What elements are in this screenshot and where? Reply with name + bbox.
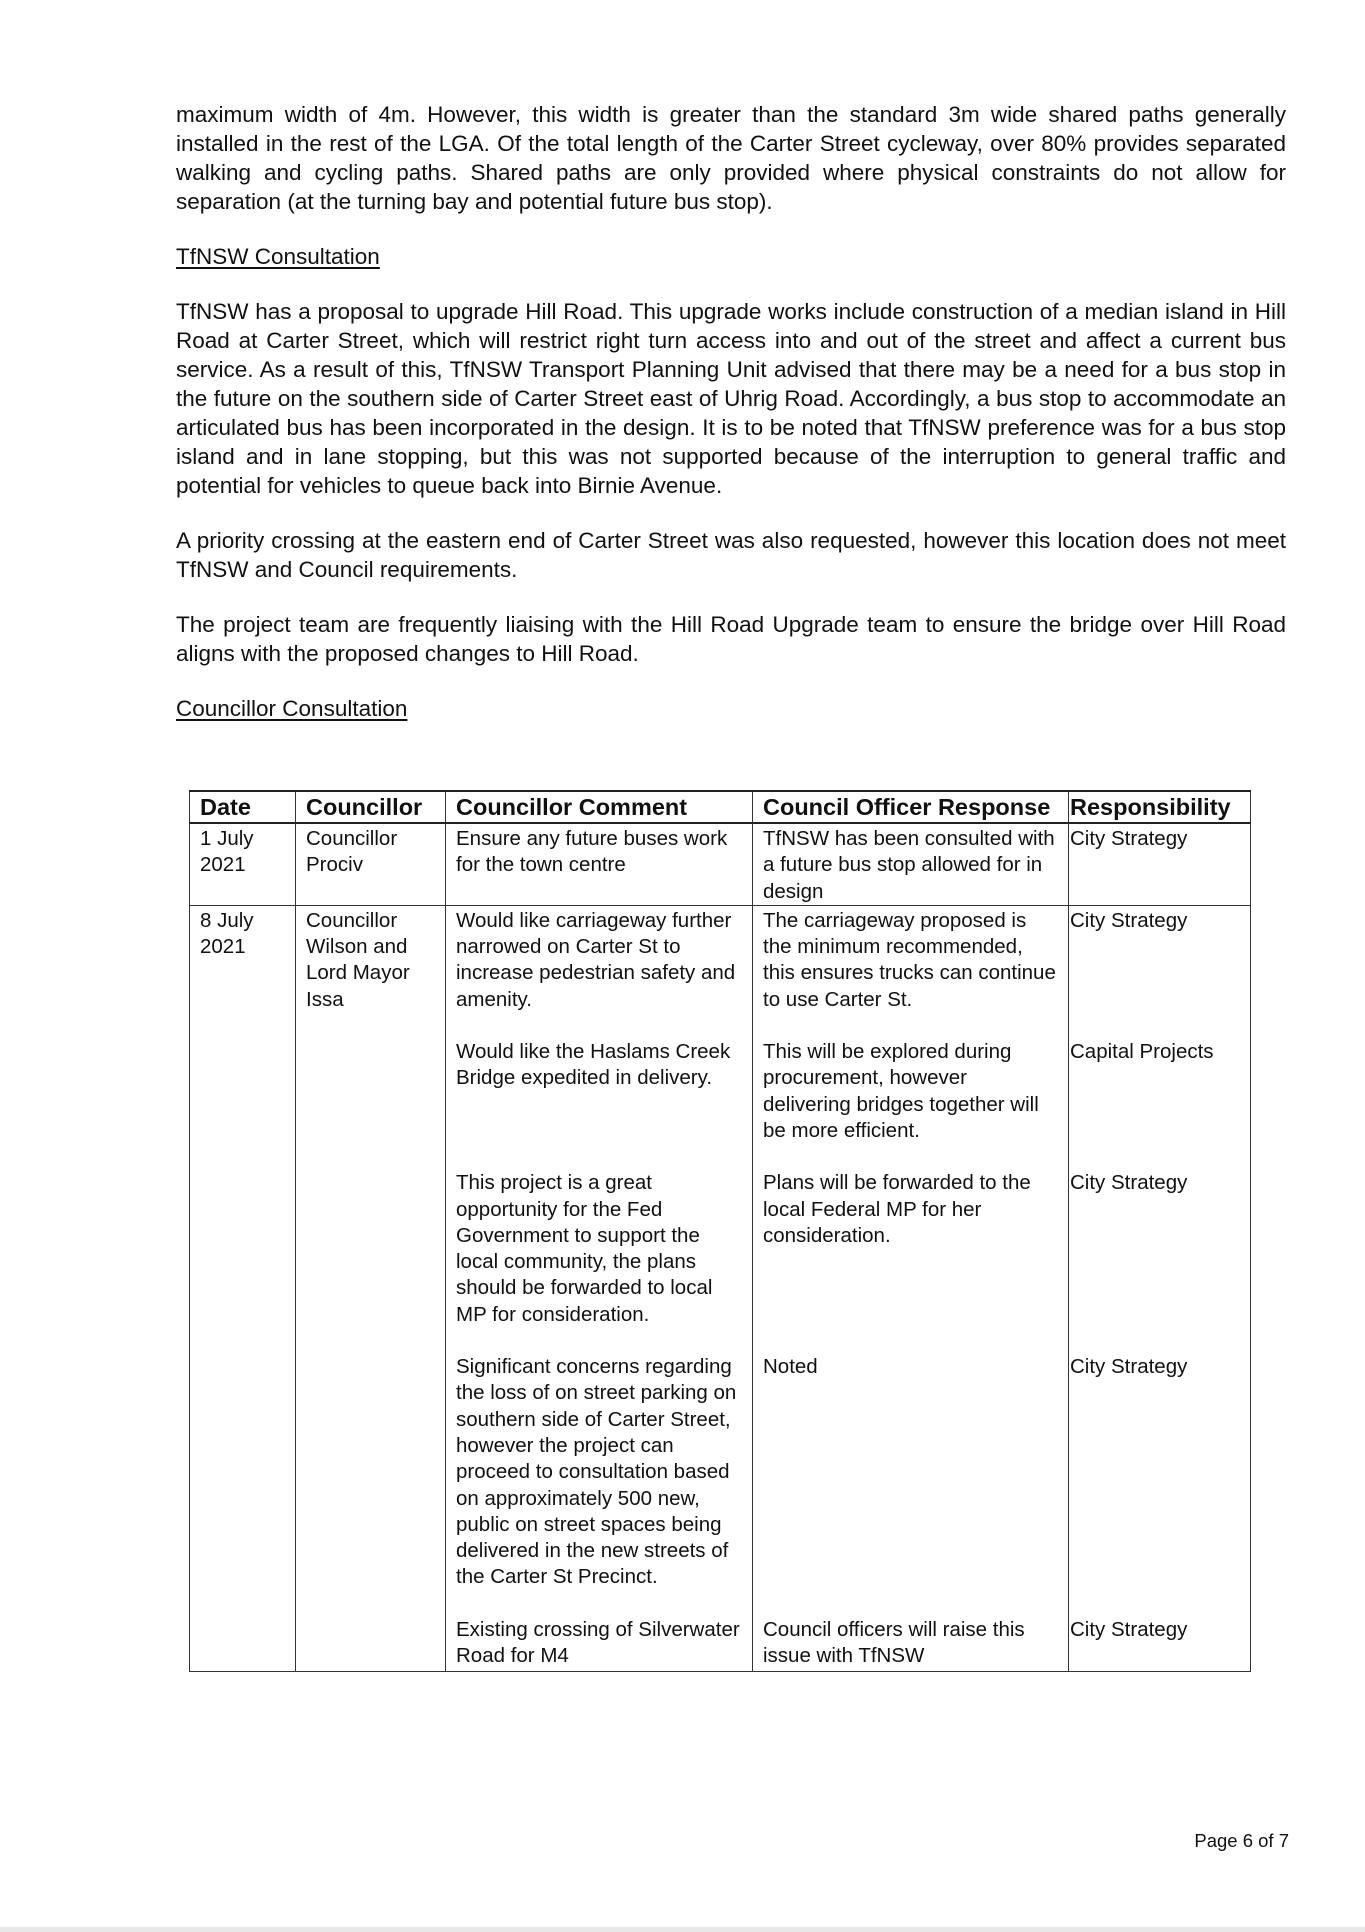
table-row: [190, 1591, 1251, 1672]
table-row: [190, 823, 1251, 905]
cell-date: 8 July 2021: [190, 905, 296, 1013]
cell-responsibility: City Strategy: [1069, 905, 1251, 1013]
councillor-consultation-table: [189, 790, 1251, 1672]
cell-councillor: [296, 1013, 446, 1144]
cell-date: [190, 1013, 296, 1144]
cell-councillor: [296, 1591, 446, 1672]
cell-response: Plans will be forwarded to the local Federal MP for her consideration.: [753, 1144, 1069, 1328]
cell-responsibility: City Strategy: [1069, 823, 1251, 905]
cell-councillor: [296, 1144, 446, 1328]
cell-comment: Existing crossing of Silverwater Road for M4: [446, 1591, 753, 1672]
cell-councillor: [296, 1328, 446, 1591]
body-content: [176, 100, 1286, 749]
cell-date: [190, 1144, 296, 1328]
table-row: [190, 1328, 1251, 1591]
cell-comment: Significant concerns regarding the loss of on street parking on southern side of Carter Street, however the project can proceed to consultation based on approximately 500 new, public on street spaces being delivered in the new streets of the Carter St Precinct.: [446, 1328, 753, 1591]
cell-response: The carriageway proposed is the minimum recommended, this ensures trucks can continue to use Carter St.: [753, 905, 1069, 1013]
cell-date: 1 July 2021: [190, 823, 296, 905]
cell-responsibility: City Strategy: [1069, 1144, 1251, 1328]
paragraph-priority-crossing: A priority crossing at the eastern end of Carter Street was also requested, however this location does not meet TfNSW and Council requirements.: [176, 528, 1286, 582]
table-row: [190, 905, 1251, 1013]
cell-councillor: Councillor Wilson and Lord Mayor Issa: [296, 905, 446, 1013]
cell-response: Council officers will raise this issue with TfNSW: [753, 1591, 1069, 1672]
header-councillor: Councillor: [296, 791, 446, 823]
cell-responsibility: Capital Projects: [1069, 1013, 1251, 1144]
table-header-row: [190, 791, 1251, 823]
paragraph-project-team: The project team are frequently liaising with the Hill Road Upgrade team to ensure the bridge over Hill Road aligns with the proposed changes to Hill Road.: [176, 612, 1286, 666]
cell-response: This will be explored during procurement, however delivering bridges together will be more efficient.: [753, 1013, 1069, 1144]
cell-comment: This project is a great opportunity for the Fed Government to support the local community, the plans should be forwarded to local MP for consideration.: [446, 1144, 753, 1328]
cell-councillor: Councillor Prociv: [296, 823, 446, 905]
cell-comment: Would like carriageway further narrowed on Carter St to increase pedestrian safety and amenity.: [446, 905, 753, 1013]
heading-councillor-consultation: Councillor Consultation: [176, 696, 408, 721]
cell-responsibility: City Strategy: [1069, 1591, 1251, 1672]
cell-date: [190, 1328, 296, 1591]
page-number: Page 6 of 7: [1194, 1830, 1289, 1851]
cell-date: [190, 1591, 296, 1672]
paragraph-hill-road-upgrade: TfNSW has a proposal to upgrade Hill Road. This upgrade works include construction of a median island in Hill Road at Carter Street, which will restrict right turn access into and out of the street and affect a current bus service. As a result of this, TfNSW Transport Planning Unit advised that there may be a need for a bus stop in the future on the southern side of Carter Street east of Uhrig Road. Accordingly, a bus stop to accommodate an articulated bus has been incorporated in the design. It is to be noted that TfNSW preference was for a bus stop island and in lane stopping, but this was not supported because of the interruption to general traffic and potential for vehicles to queue back into Birnie Avenue.: [176, 299, 1286, 498]
cell-response: Noted: [753, 1328, 1069, 1591]
cell-response: TfNSW has been consulted with a future bus stop allowed for in design: [753, 823, 1069, 905]
header-responsibility: Responsibility: [1069, 791, 1251, 823]
header-council-officer-response: Council Officer Response: [753, 791, 1069, 823]
cell-comment: Would like the Haslams Creek Bridge expedited in delivery.: [446, 1013, 753, 1144]
cell-responsibility: City Strategy: [1069, 1328, 1251, 1591]
page-bottom-edge: [0, 1927, 1365, 1932]
table-row: [190, 1013, 1251, 1144]
table-row: [190, 1144, 1251, 1328]
paragraph-cycleway-width: maximum width of 4m. However, this width is greater than the standard 3m wide shared paths generally installed in the rest of the LGA. Of the total length of the Carter Street cycleway, over 80% provides separated walking and cycling paths. Shared paths are only provided where physical constraints do not allow for separation (at the turning bay and potential future bus stop).: [176, 102, 1286, 214]
heading-tfnsw-consultation: TfNSW Consultation: [176, 244, 380, 269]
cell-comment: Ensure any future buses work for the town centre: [446, 823, 753, 905]
header-councillor-comment: Councillor Comment: [446, 791, 753, 823]
header-date: Date: [190, 791, 296, 823]
